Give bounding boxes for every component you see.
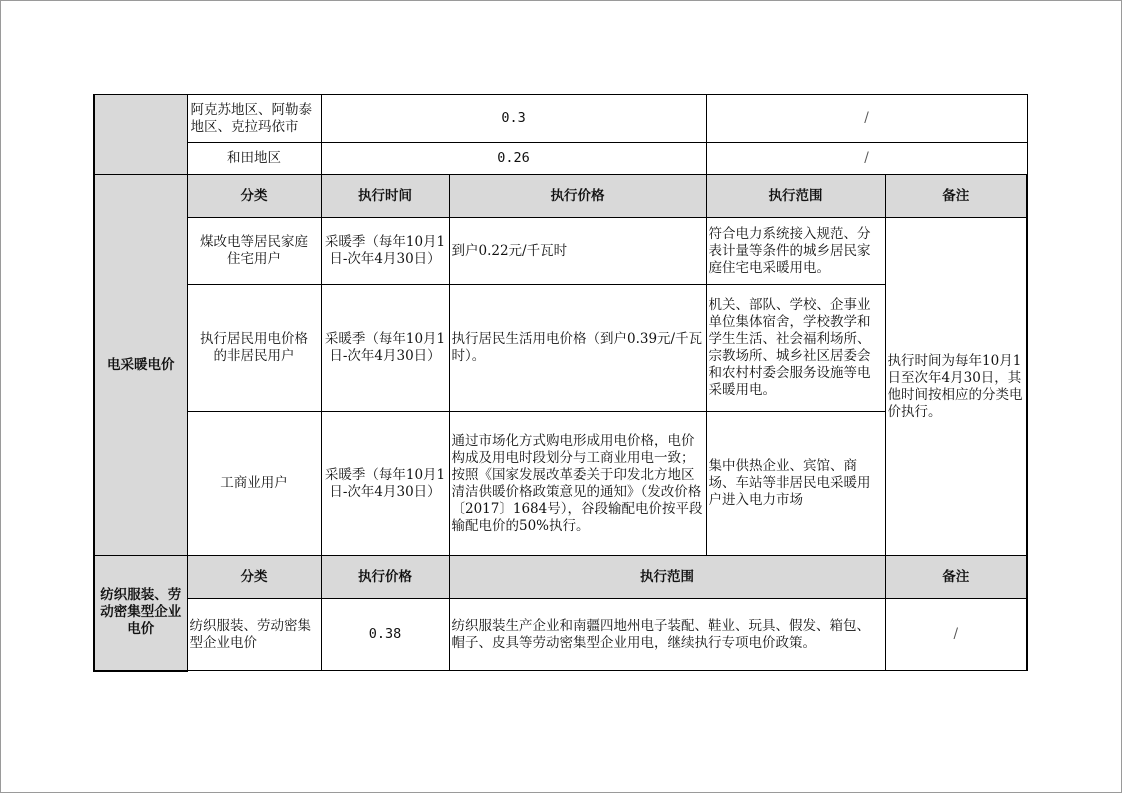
header-category: 分类 bbox=[187, 556, 321, 599]
heating-row bbox=[94, 218, 1027, 285]
heating-time: 采暖季（每年10月1日-次年4月30日） bbox=[321, 285, 449, 412]
header-remark: 备注 bbox=[885, 175, 1027, 218]
header-time: 执行时间 bbox=[321, 175, 449, 218]
header-scope: 执行范围 bbox=[706, 175, 885, 218]
header-price: 执行价格 bbox=[449, 175, 706, 218]
electricity-price-table bbox=[93, 94, 1028, 672]
textile-row bbox=[94, 599, 1027, 671]
heating-section-label: 电采暖电价 bbox=[94, 175, 187, 556]
heating-price: 执行居民生活用电价格（到户0.39元/千瓦时）。 bbox=[449, 285, 706, 412]
region-price: 0.26 bbox=[321, 143, 706, 175]
heating-header-row bbox=[94, 175, 1027, 218]
region-note: / bbox=[706, 143, 1027, 175]
heating-category: 煤改电等居民家庭住宅用户 bbox=[187, 218, 321, 285]
textile-section-label: 纺织服装、劳动密集型企业电价 bbox=[94, 556, 187, 671]
header-price: 执行价格 bbox=[321, 556, 449, 599]
header-remark: 备注 bbox=[885, 556, 1027, 599]
region-row bbox=[94, 143, 1027, 175]
heating-category: 工商业用户 bbox=[187, 412, 321, 556]
heating-time: 采暖季（每年10月1日-次年4月30日） bbox=[321, 412, 449, 556]
region-price: 0.3 bbox=[321, 95, 706, 143]
heating-category: 执行居民用电价格的非居民用户 bbox=[187, 285, 321, 412]
header-category: 分类 bbox=[187, 175, 321, 218]
region-row bbox=[94, 95, 1027, 143]
heating-price: 到户0.22元/千瓦时 bbox=[449, 218, 706, 285]
heating-remark: 执行时间为每年10月1日至次年4月30日，其他时间按相应的分类电价执行。 bbox=[885, 218, 1027, 556]
heating-time: 采暖季（每年10月1日-次年4月30日） bbox=[321, 218, 449, 285]
region-name: 阿克苏地区、阿勒泰地区、克拉玛依市 bbox=[187, 95, 321, 143]
heating-scope: 符合电力系统接入规范、分表计量等条件的城乡居民家庭住宅电采暖用电。 bbox=[706, 218, 885, 285]
heating-scope: 机关、部队、学校、企事业单位集体宿舍，学校教学和学生生活、社会福利场所、宗教场所、城乡社区居委会和农村村委会服务设施等电采暖用电。 bbox=[706, 285, 885, 412]
header-scope: 执行范围 bbox=[449, 556, 885, 599]
region-note: / bbox=[706, 95, 1027, 143]
textile-category: 纺织服装、劳动密集型企业电价 bbox=[187, 599, 321, 671]
textile-remark: / bbox=[885, 599, 1027, 671]
region-name: 和田地区 bbox=[187, 143, 321, 175]
heating-price: 通过市场化方式购电形成用电价格，电价构成及用电时段划分与工商业用电一致；按照《国家发展改革委关于印发北方地区清洁供暖价格政策意见的通知》（发改价格〔2017〕1684号），谷段输配电价按平段输配电价的50%执行。 bbox=[449, 412, 706, 556]
textile-header-row bbox=[94, 556, 1027, 599]
textile-price: 0.38 bbox=[321, 599, 449, 671]
continued-section-cell bbox=[94, 95, 187, 175]
heating-scope: 集中供热企业、宾馆、商场、车站等非居民电采暖用户进入电力市场 bbox=[706, 412, 885, 556]
textile-scope: 纺织服装生产企业和南疆四地州电子装配、鞋业、玩具、假发、箱包、帽子、皮具等劳动密集型企业用电，继续执行专项电价政策。 bbox=[449, 599, 885, 671]
